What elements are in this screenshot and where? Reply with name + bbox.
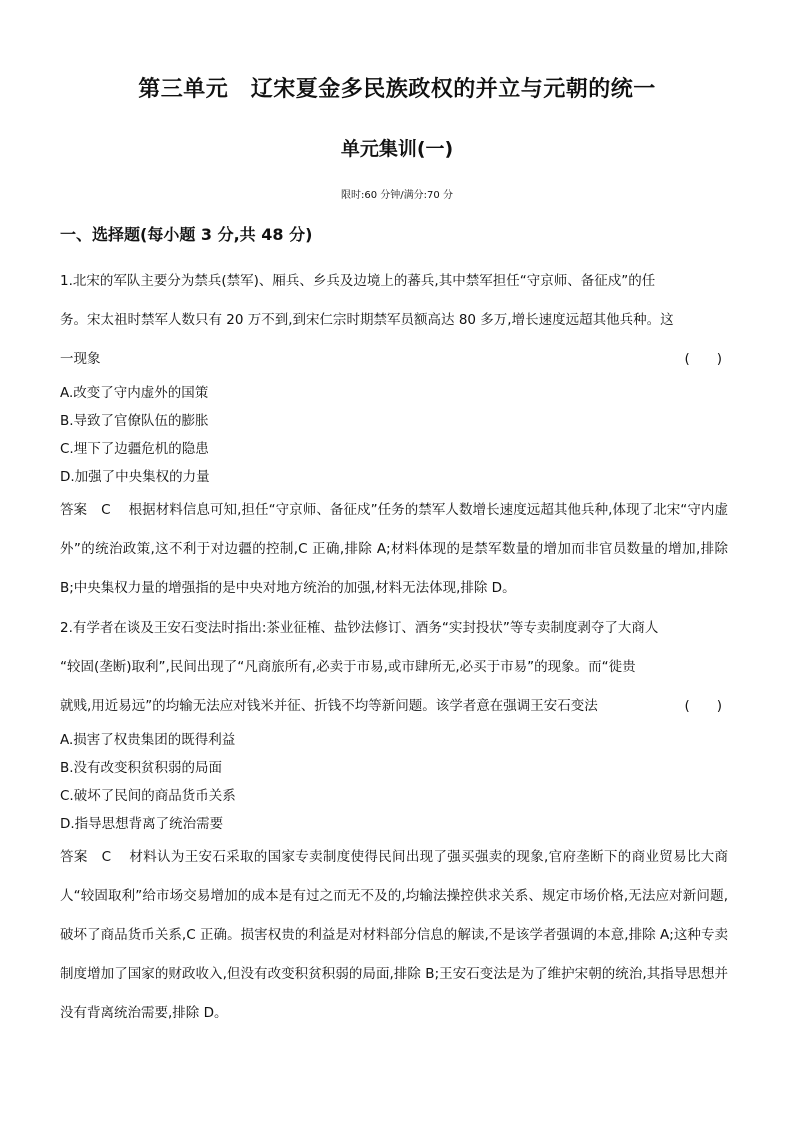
question-stem-text: 就贱,用近易远”的均输无法应对钱米并征、折钱不均等新问题。该学者意在强调王安石变法 [60, 698, 598, 714]
question-stem-line: “较固(垄断)取利”,民间出现了“凡商旅所有,必卖于市易,或市肆所无,必买于市易”的现象。而“徙贵 [60, 659, 636, 675]
question-2 [60, 609, 728, 1033]
answer-choice: C [101, 849, 112, 865]
answer-explanation [60, 491, 728, 608]
answer-bracket: ( ) [684, 698, 722, 714]
answer-bracket: ( ) [684, 351, 722, 367]
option-a: A.改变了守内虚外的国策 [60, 385, 209, 401]
answer-explanation [60, 838, 728, 1033]
section-heading: 一、选择题(每小题 3 分,共 48 分) [60, 225, 313, 244]
answer-choice: C [101, 502, 111, 518]
option-list [60, 379, 728, 491]
question-stem-text: 一现象 [60, 351, 101, 367]
unit-title: 第三单元 辽宋夏金多民族政权的并立与元朝的统一 [138, 77, 656, 102]
question-stem-last-line [60, 687, 728, 726]
option-d: D.加强了中央集权的力量 [60, 469, 210, 485]
question-stem-last-line [60, 340, 728, 379]
question-stem-line: 2.有学者在谈及王安石变法时指出:茶业征榷、盐钞法修订、酒务“实封投状”等专卖制度剥夺了大商人 [60, 620, 659, 636]
time-score-limits: 限时:60 分钟/满分:70 分 [341, 190, 453, 201]
option-a: A.损害了权贵集团的既得利益 [60, 732, 236, 748]
option-list [60, 726, 728, 838]
option-b: B.没有改变积贫积弱的局面 [60, 760, 223, 776]
answer-text: 材料认为王安石采取的国家专卖制度使得民间出现了强买强卖的现象,官府垄断下的商业贸易比大商人“较固取利”给市场交易增加的成本是有过之而无不及的,均输法操控供求关系、规定市场价格,无法应对新问题,破坏了商品货币关系,C 正确。损害权贵的利益是对材料部分信息的解读,不是该学者强调的本意,排除 A;这种专卖制度增加了国家的财政收入,但没有改变积贫积弱的局面,排除 B;王安石变法是为了维护宋朝的统治,其指导思想并没有背离统治需要,排除 D。 [60, 849, 729, 1021]
answer-label: 答案 [60, 849, 88, 865]
answer-text: 根据材料信息可知,担任“守京师、备征戍”任务的禁军人数增长速度远超其他兵种,体现了北宋“守内虚外”的统治政策,这不利于对边疆的控制,C 正确,排除 A;材料体现的是禁军数量的增加而非官员数量的增加,排除 B;中央集权力量的增强指的是中央对地方统治的加强,材料无法体现,排除 D。 [60, 502, 728, 596]
question-1 [60, 262, 728, 608]
option-b: B.导致了官僚队伍的膨胀 [60, 413, 209, 429]
option-c: C.破坏了民间的商品货币关系 [60, 788, 236, 804]
question-stem-line: 1.北宋的军队主要分为禁兵(禁军)、厢兵、乡兵及边境上的蕃兵,其中禁军担任“守京师、备征戍”的任 [60, 273, 656, 289]
answer-label: 答案 [60, 502, 88, 518]
question-stem-line: 务。宋太祖时禁军人数只有 20 万不到,到宋仁宗时期禁军员额高达 80 多万,增长速度远超其他兵种。这 [60, 312, 674, 328]
option-c: C.埋下了边疆危机的隐患 [60, 441, 209, 457]
exam-subtitle: 单元集训(一) [340, 138, 454, 160]
option-d: D.指导思想背离了统治需要 [60, 816, 224, 832]
